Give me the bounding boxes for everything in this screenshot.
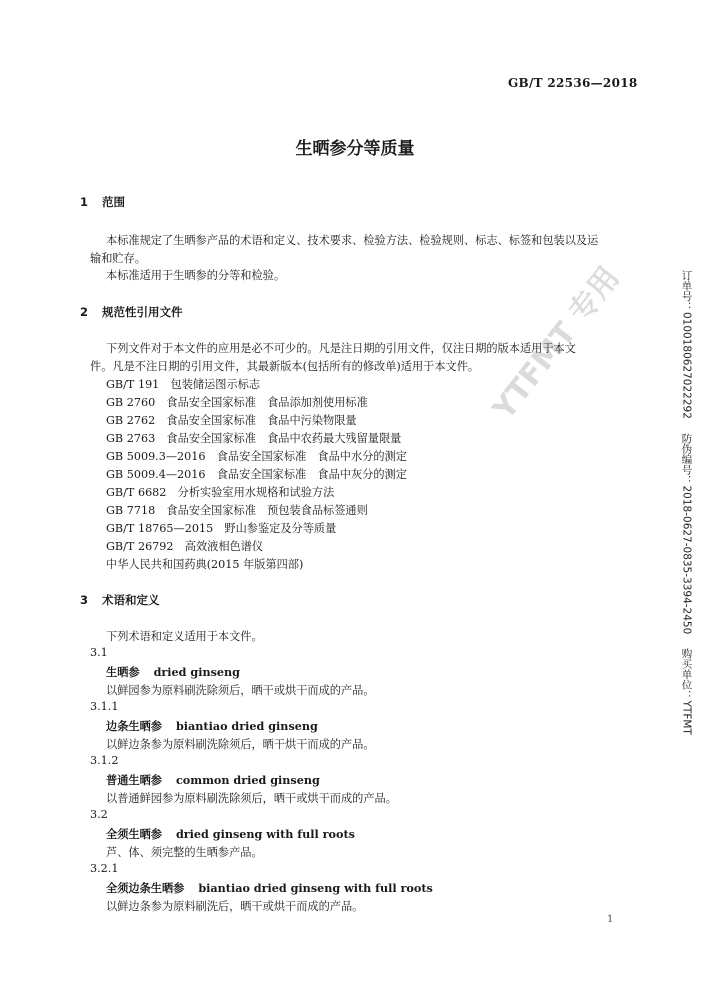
reference-item (106, 484, 334, 500)
term-heading (106, 826, 355, 842)
reference-title: 食品安全国家标准 食品中灰分的测定 (216, 468, 407, 481)
document-title: 生晒参分等质量 (295, 139, 415, 159)
side-order-note (676, 270, 698, 740)
reference-title: 高效液相色谱仪 (184, 540, 264, 553)
section-number: 2 (80, 305, 89, 319)
term-zh: 边条生晒参 (106, 719, 162, 733)
terms-intro: 下列术语和定义适用于本文件。 (106, 630, 263, 643)
term-zh: 生晒参 (106, 665, 140, 679)
term-definition: 以鲜边条参为原料刷洗后，晒干或烘干而成的产品。 (106, 900, 364, 913)
buyer-unit: 购买单位：YTFMT (680, 648, 693, 735)
reference-code: GB 5009.4—2016 (106, 468, 206, 481)
term-definition: 以普通鲜园参为原料刷洗除须后，晒干或烘干而成的产品。 (106, 792, 397, 805)
standard-code: GB/T 22536—2018 (508, 76, 638, 90)
term-en: biantiao dried ginseng with full roots (198, 881, 433, 895)
section-title: 规范性引用文件 (102, 305, 183, 319)
section-1-heading (80, 194, 125, 210)
reference-item (106, 466, 407, 482)
reference-item (106, 430, 401, 446)
scope-paragraph-line2: 输和贮存。 (90, 252, 146, 265)
reference-code: GB/T 191 (106, 378, 160, 391)
reference-code: GB 5009.3—2016 (106, 450, 206, 463)
reference-item (106, 394, 368, 410)
page-number: 1 (607, 914, 614, 925)
reference-code: GB/T 6682 (106, 486, 167, 499)
reference-item (106, 448, 407, 464)
refs-intro-line1: 下列文件对于本文件的应用是必不可少的。凡是注日期的引用文件，仅注日期的版本适用于本文 (106, 342, 576, 355)
reference-item (106, 556, 303, 572)
reference-item (106, 538, 263, 554)
term-number: 3.1.1 (90, 700, 119, 713)
section-title: 术语和定义 (102, 593, 160, 607)
term-zh: 普通生晒参 (106, 773, 162, 787)
reference-title: 中华人民共和国药典(2015 年版第四部) (106, 558, 304, 571)
reference-code: GB 2760 (106, 396, 156, 409)
reference-title: 野山参鉴定及分等质量 (224, 522, 337, 535)
reference-item (106, 520, 336, 536)
reference-title: 食品安全国家标准 食品添加剂使用标准 (166, 396, 368, 409)
term-zh: 全须边条生晒参 (106, 881, 185, 895)
reference-title: 食品安全国家标准 预包装食品标签通则 (166, 504, 368, 517)
term-number: 3.1.2 (90, 754, 119, 767)
term-heading (106, 718, 318, 734)
term-definition: 芦、体、须完整的生晒参产品。 (106, 846, 263, 859)
term-heading (106, 772, 320, 788)
reference-title: 分析实验室用水规格和试验方法 (177, 486, 335, 499)
term-number: 3.2.1 (90, 862, 119, 875)
term-zh: 全须生晒参 (106, 827, 162, 841)
reference-title: 食品安全国家标准 食品中水分的测定 (216, 450, 407, 463)
term-en: common dried ginseng (175, 773, 320, 787)
order-number: 订单号：0100180627022292 (680, 270, 693, 419)
reference-item (106, 376, 260, 392)
term-en: dried ginseng with full roots (175, 827, 355, 841)
scope-paragraph-line1: 本标准规定了生晒参产品的术语和定义、技术要求、检验方法、检验规则、标志、标签和包装以及运 (106, 234, 599, 247)
scope-paragraph-2: 本标准适用于生晒参的分等和检验。 (106, 269, 286, 282)
reference-code: GB/T 26792 (106, 540, 174, 553)
anti-fake-number: 防伪编号：2018-0627-0835-3394-2450 (680, 432, 693, 635)
term-heading (106, 664, 240, 680)
refs-intro-line2: 件。凡是不注日期的引用文件，其最新版本(包括所有的修改单)适用于本文件。 (90, 360, 480, 373)
section-2-heading (80, 304, 183, 320)
term-definition: 以鲜边条参为原料刷洗除须后，晒干烘干而成的产品。 (106, 738, 375, 751)
section-title: 范围 (102, 195, 125, 209)
reference-code: GB 2762 (106, 414, 156, 427)
term-en: dried ginseng (153, 665, 240, 679)
watermark: YTFMT 专用 (486, 260, 627, 427)
term-number: 3.2 (90, 808, 108, 821)
reference-code: GB 2763 (106, 432, 156, 445)
reference-code: GB/T 18765—2015 (106, 522, 214, 535)
term-heading (106, 880, 433, 896)
section-number: 1 (80, 195, 89, 209)
section-3-heading (80, 592, 160, 608)
reference-title: 食品安全国家标准 食品中农药最大残留量限量 (166, 432, 402, 445)
reference-code: GB 7718 (106, 504, 156, 517)
reference-title: 包装储运图示标志 (170, 378, 261, 391)
reference-item (106, 412, 357, 428)
term-en: biantiao dried ginseng (175, 719, 318, 733)
reference-item (106, 502, 368, 518)
term-definition: 以鲜园参为原料刷洗除须后，晒干或烘干而成的产品。 (106, 684, 375, 697)
term-number: 3.1 (90, 646, 108, 659)
reference-title: 食品安全国家标准 食品中污染物限量 (166, 414, 357, 427)
section-number: 3 (80, 593, 89, 607)
